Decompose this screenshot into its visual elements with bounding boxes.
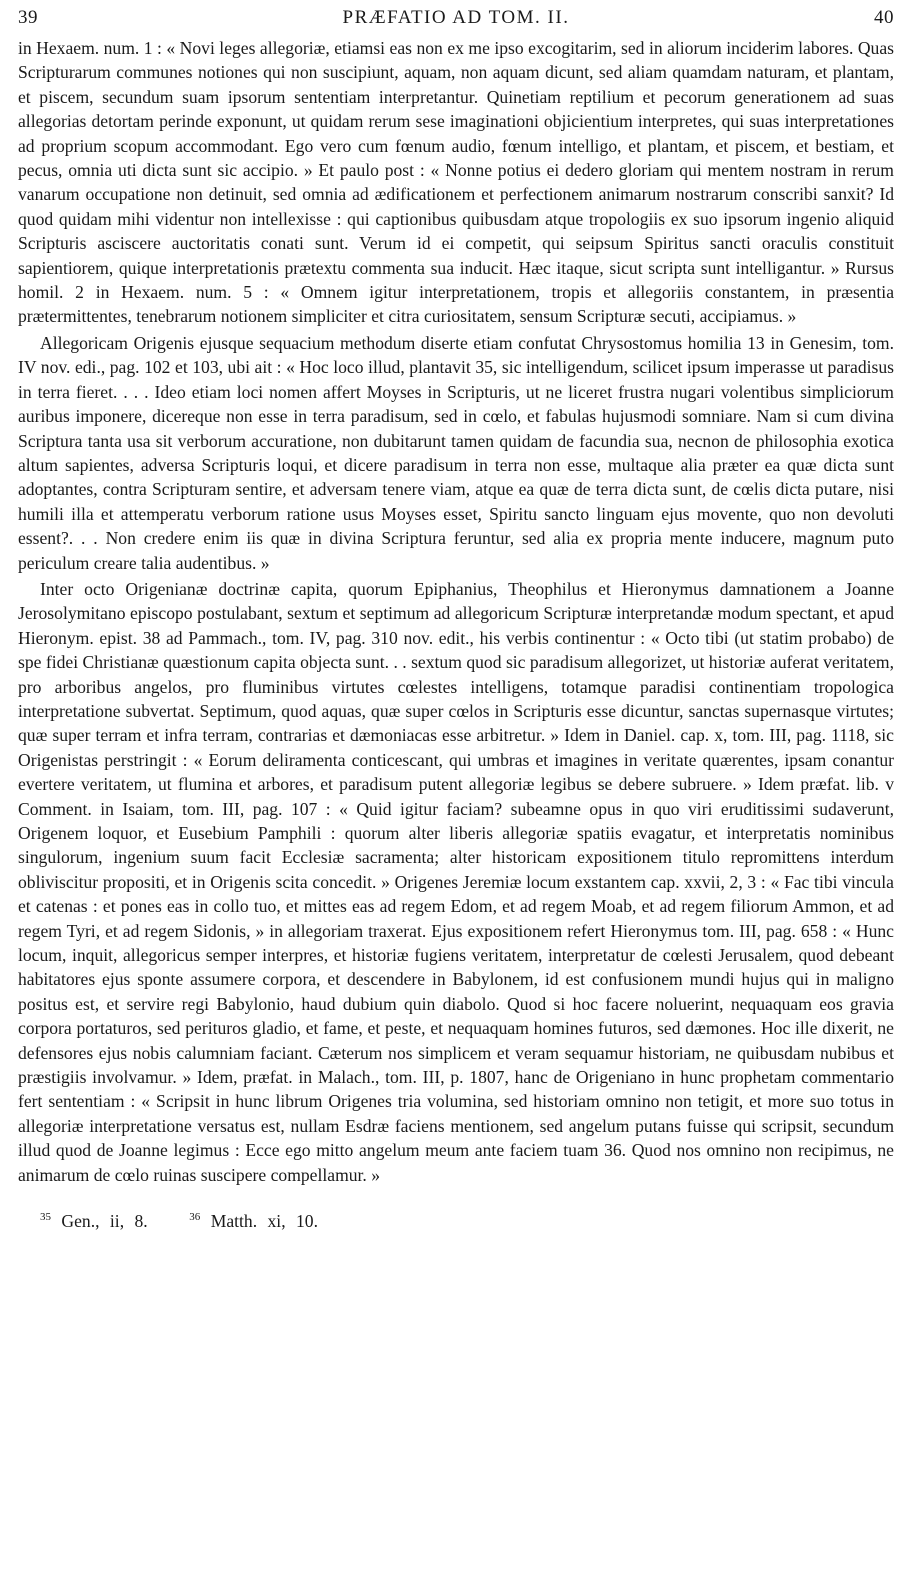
footnote-36-mark: 36	[189, 1211, 201, 1224]
page	[18, 6, 894, 1233]
footnote-35-mark: 35	[40, 1211, 51, 1224]
footnote-35-text: Gen., ii, 8.	[61, 1211, 148, 1232]
paragraph-2: Allegoricam Origenis ejusque sequacium methodum diserte etiam confutat Chrysostomus homilia 13 in Genesim, tom. IV nov. edi., pag. 102 et 103, ubi ait : « Hoc loco illud, plantavit 35, sic intelligendum, scilicet ipsum imperasse ut paradisus in terra fieret. . . . Ideo etiam loci nomen affert Moyses in Scripturis, ut ne liceret frustra nugari volentibus simpliciorum auribus imponere, dicereque non esse in terra paradisum, sed in cœlo, et fabulas hujusmodi somniare. Nam si cum divina Scriptura tanta usa sit verborum accuratione, non dubitarunt tamen quidam de facundia sua, necnon de philosophia exotica altum sapientes, adversa Scripturis loqui, et dicere paradisum in terra non esse, multaque alia præter ea quæ dicta sunt adoptantes, contra Scripturam sentire, et adversam tenere viam, atque ea quæ de terra dicta sunt, de cœlis dicta putare, nisi humili illa et attemperatu verborum ratione usus Moyses esset, Spiritu sancto linguam ejus movente, quo non devoluti essent?. . . Non credere enim iis quæ in divina Scriptura feruntur, sed alia ex propria mente inducere, magnum puto periculum creare talia audentibus. »	[18, 332, 894, 573]
page-number-right: 40	[874, 7, 894, 28]
paragraph-3: Inter octo Origenianæ doctrinæ capita, quorum Epiphanius, Theophilus et Hieronymus damnationem a Joanne Jerosolymitano episcopo postulabant, sextum et septimum ad allegoricum Scripturæ interpretandæ modum spectant, et apud Hieronym. epist. 38 ad Pammach., tom. IV, pag. 310 nov. edit., his verbis continentur : « Octo tibi (ut statim probabo) de spe fidei Christianæ quæstionum capita objecta sunt. . . sextum quod sic paradisum allegorizet, ut historiæ auferat veritatem, pro arboribus angelos, pro fluminibus virtutes cœlestes intelligens, totamque paradisi continentiam tropologica interpretatione subvertat. Septimum, quod aquas, quæ super cœlos in Scripturis esse dicuntur, sanctas supernasque virtutes; quæ super terram et infra terram, contrarias et dæmoniacas esse arbitretur. » Idem in Daniel. cap. x, tom. III, pag. 1118, sic Origenistas perstringit : « Eorum deliramenta conticescant, qui umbras et imagines in veritate quærentes, ipsam conantur evertere veritatem, ut flumina et arbores, et paradisum putent allegoriæ legibus se debere subruere. » Idem præfat. lib. v Comment. in Isaiam, tom. III, pag. 107 : « Quid igitur faciam? subeamne opus in quo viri eruditissimi sudaverunt, Origenem loquor, et Eusebium Pamphili : quorum alter liberis allegoriæ spatiis evagatur, et interpretatis nominibus singulorum, ingenium suum facit Ecclesiæ sacramenta; alter historicam expositionem titulo repromittens interdum obliviscitur propositi, et in Origenis scita concedit. » Origenes Jeremiæ locum exstantem cap. xxvii, 2, 3 : « Fac tibi vincula et catenas : et pones eas in collo tuo, et mittes eas ad regem Edom, et ad regem Moab, et ad regem filiorum Ammon, et ad regem Tyri, et ad regem Sidonis, » in allegoriam traxerat. Ejus expositionem refert Hieronymus tom. III, pag. 658 : « Hunc locum, inquit, allegoricus semper interpres, et historiæ fugiens veritatem, interpretatur de cœlesti Jerusalem, quod debeant habitatores ejus sponte assumere corpora, et descendere in Babylonem, id est confusionem mundi hujus qui in maligno positus est, et servire regi Babylonio, haud dubium quin diabolo. Quod si hoc facere noluerint, nequaquam eos gravia corpora portaturos, sed perituros gladio, et fame, et peste, et nequaquam homines futuros, sed dæmones. Hoc ille dixerit, ne defensores ejus nobis calumniam faciant. Cæterum nos simplicem et veram sequamur historiam, ne quibusdam nubibus et præstigiis involvamur. » Idem, præfat. in Malach., tom. III, p. 1807, hanc de Origeniano in hunc prophetam commentario fert sententiam : « Scripsit in hunc librum Origenes tria volumina, sed historiam omnino non tetigit, et more suo totus in allegoriæ interpretatione versatus est, nullam Esdræ faciens mentionem, sed angelum putans fuisse qui scripsit, secundum illud quod de Joanne legimus : Ecce ego mitto angelum meum ante faciem tuam 36. Quod nos omnino non recipimus, ne animarum de cœlo ruinas suscipere compellamur. »	[18, 578, 894, 1185]
running-title: PRÆFATIO AD TOM. II.	[342, 7, 570, 28]
page-number-left: 39	[18, 7, 38, 28]
paragraph-1: in Hexaem. num. 1 : « Novi leges allegoriæ, etiamsi eas non ex me ipso excogitarim, sed in aliorum inciderim labores. Quas Scripturarum communes notiones qui non suscipiunt, aquam, non aquam dicunt, sed aliam quamdam naturam, et plantam, et piscem, secundum suam ipsorum sententiam interpretantur. Quinetiam reptilium et pecorum generationem ad suas allegorias detortam perinde exponunt, ut quidam rerum sese imaginationi objicientium interpretes, qui suas interpretationes ad proprium scopum accommodant. Ego vero cum fœnum audio, fœnum intelligo, et plantam, et piscem, et bestiam, et pecus, omnia uti dicta sunt sic accipio. » Et paulo post : « Nonne potius ei dedero gloriam qui mentem nostram in rerum vanarum occupatione non detinuit, sed omnia ad ædificationem et perfectionem animarum nostrarum conscribi sanxit? Id quod quidam mihi videntur non intellexisse : qui captionibus quibusdam atque tropologiis ex suo ipsorum ingenio aliquid Scripturis asciscere auctoritatis conati sunt. Verum id ei competit, qui seipsum Spiritus sancti oraculis constituit sapientiorem, quique interpretationis prætextu commenta sua inducit. Hæc itaque, sicut scripta sunt intelligantur. » Rursus homil. 2 in Hexaem. num. 5 : « Omnem igitur interpretationem, tropis et allegoriis constantem, in præsentia prætermittentes, tenebrarum notionem simpliciter et citra curiositatem, sensum Scripturæ secuti, accipiamus. »	[18, 38, 894, 327]
footnote-36-text: Matth. xi, 10.	[210, 1211, 318, 1232]
running-header	[18, 6, 894, 36]
footnotes	[18, 1209, 894, 1233]
